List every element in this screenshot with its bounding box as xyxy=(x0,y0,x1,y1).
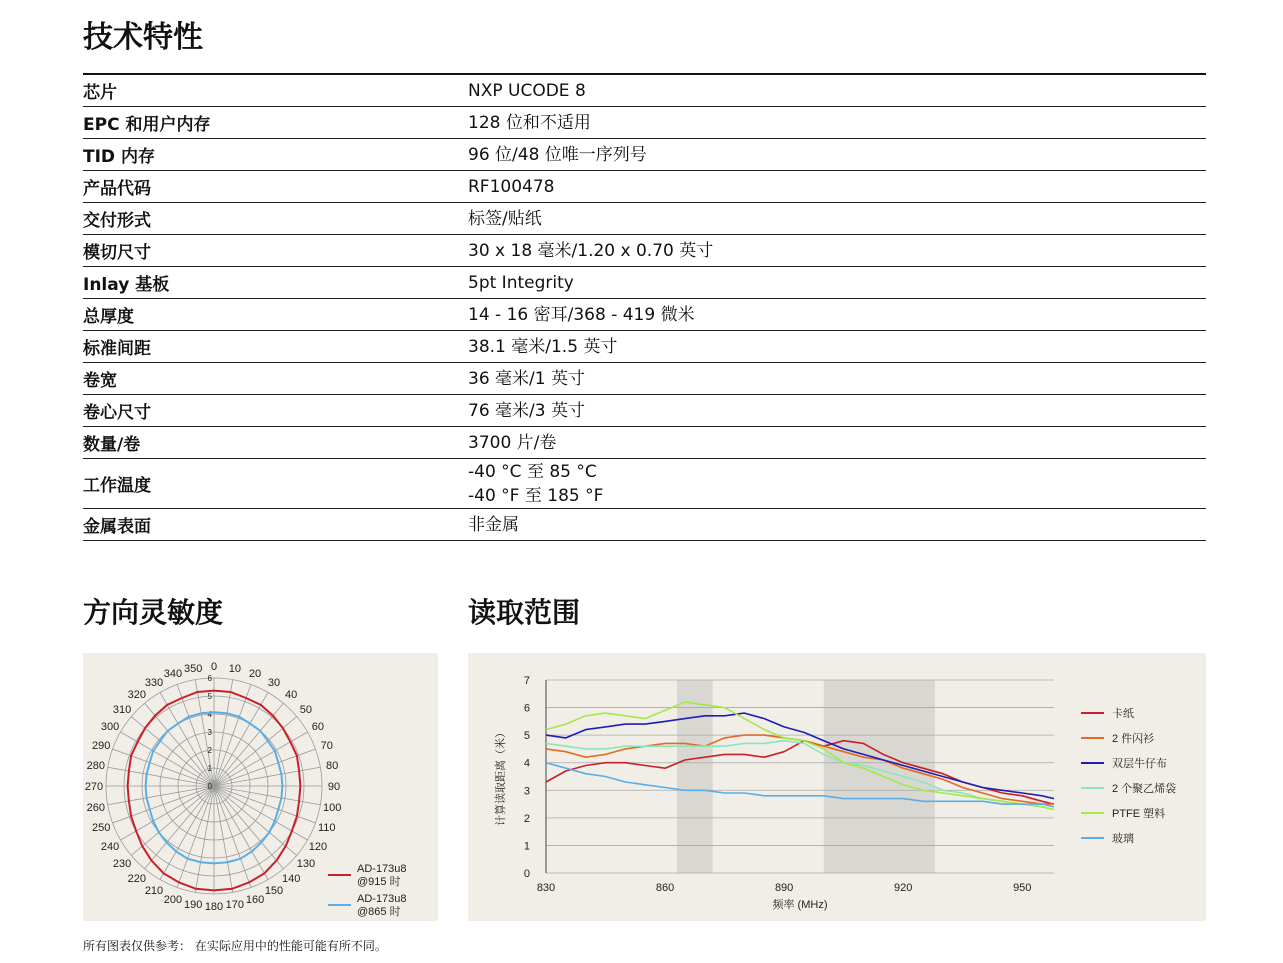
spec-row xyxy=(83,235,1206,267)
spec-value xyxy=(468,460,1206,508)
polar-angle-label: 310 xyxy=(112,703,132,716)
legend-sublabel: @865 时 xyxy=(357,906,401,918)
polar-angle-label: 270 xyxy=(84,781,104,793)
x-axis-title: 频率 (MHz) xyxy=(772,899,828,911)
legend-label: 双层牛仔布 xyxy=(1112,758,1167,770)
spec-value: NXP UCODE 8 xyxy=(468,80,586,101)
polar-angle-label: 350 xyxy=(183,662,203,675)
polar-angle-label: 0 xyxy=(210,661,218,673)
y-tick-label: 1 xyxy=(523,840,530,853)
spec-key: 数量/卷 xyxy=(83,435,141,455)
polar-radial-label: 4 xyxy=(207,710,212,719)
polar-angle-label: 70 xyxy=(320,739,333,752)
polar-angle-label: 170 xyxy=(225,899,245,912)
legend-label: PTFE 塑料 xyxy=(1112,808,1166,820)
spec-value: 128 位和不适用 xyxy=(468,112,591,133)
shaded-band xyxy=(824,680,935,873)
polar-angle-label: 230 xyxy=(112,858,132,871)
read-range-chart xyxy=(468,653,1206,921)
polar-angle-label: 80 xyxy=(326,760,339,773)
legend-sublabel: @915 时 xyxy=(357,876,401,888)
polar-angle-label: 190 xyxy=(183,899,203,912)
spec-key: 工作温度 xyxy=(83,476,151,496)
spec-key: 产品代码 xyxy=(83,179,151,199)
spec-row xyxy=(83,171,1206,203)
y-tick-label: 4 xyxy=(523,757,530,770)
spec-row xyxy=(83,107,1206,139)
spec-value: 96 位/48 位唯一序列号 xyxy=(468,144,647,165)
polar-angle-label: 60 xyxy=(311,721,325,733)
spec-value: 36 毫米/1 英寸 xyxy=(468,368,585,389)
polar-angle-label: 140 xyxy=(281,872,301,885)
polar-angle-label: 100 xyxy=(322,801,342,814)
spec-row xyxy=(83,509,1206,541)
spec-key: 标准间距 xyxy=(83,339,151,359)
y-tick-label: 6 xyxy=(523,702,530,715)
polar-angle-label: 50 xyxy=(299,703,313,716)
polar-angle-label: 320 xyxy=(127,689,147,702)
spec-row xyxy=(83,299,1206,331)
polar-angle-label: 220 xyxy=(127,872,147,885)
spec-row xyxy=(83,203,1206,235)
spec-value-line: -40 °C 至 85 °C xyxy=(468,461,597,482)
polar-angle-label: 160 xyxy=(245,893,265,906)
x-tick-label: 830 xyxy=(536,882,556,894)
series-line xyxy=(546,713,1054,799)
spec-key: Inlay 基板 xyxy=(83,275,170,295)
polar-angle-label: 300 xyxy=(100,721,120,733)
polar-angle-label: 40 xyxy=(285,689,298,702)
spec-key: TID 内存 xyxy=(83,147,155,167)
spec-key: 金属表面 xyxy=(83,517,151,537)
polar-chart-panel xyxy=(83,653,438,921)
series-line xyxy=(546,735,1054,804)
polar-angle-label: 90 xyxy=(327,781,341,793)
polar-radial-label: 2 xyxy=(207,746,212,755)
polar-angle-label: 260 xyxy=(86,801,106,814)
spec-value: 非金属 xyxy=(468,514,519,535)
spec-row xyxy=(83,395,1206,427)
spec-value: 5pt Integrity xyxy=(468,272,574,293)
legend-label: 2 件闪衫 xyxy=(1112,733,1155,745)
x-tick-label: 950 xyxy=(1013,882,1032,894)
y-tick-label: 7 xyxy=(523,675,530,687)
polar-angle-label: 250 xyxy=(92,822,111,835)
legend-label: AD-173u8 xyxy=(357,863,407,875)
page-title: 技术特性 xyxy=(83,20,203,55)
shaded-band xyxy=(677,680,713,873)
spec-value: 标签/贴纸 xyxy=(468,208,542,229)
y-axis-title: 计算读取距离（米） xyxy=(495,727,507,826)
spec-row xyxy=(83,267,1206,299)
x-tick-label: 860 xyxy=(655,882,675,894)
section-title-directional: 方向灵敏度 xyxy=(83,596,224,629)
spec-key: 总厚度 xyxy=(83,307,134,327)
spec-value: 38.1 毫米/1.5 英寸 xyxy=(468,336,618,357)
x-tick-label: 890 xyxy=(774,882,794,894)
legend-label: 玻璃 xyxy=(1112,833,1134,845)
spec-row xyxy=(83,363,1206,395)
spec-value: 30 x 18 毫米/1.20 x 0.70 英寸 xyxy=(468,240,714,261)
y-tick-label: 0 xyxy=(523,868,530,880)
legend-label: AD-173u8 xyxy=(357,893,407,905)
polar-chart xyxy=(83,653,438,921)
polar-angle-label: 180 xyxy=(204,901,224,913)
legend-label: 卡纸 xyxy=(1112,708,1134,720)
polar-angle-label: 210 xyxy=(144,884,164,897)
spec-row xyxy=(83,427,1206,459)
polar-radial-label: 5 xyxy=(207,692,212,701)
spec-row xyxy=(83,139,1206,171)
polar-radial-label: 1 xyxy=(207,764,212,773)
spec-value-line: -40 °F 至 185 °F xyxy=(468,485,604,506)
footnote: 所有图表仅供参考： 在实际应用中的性能可能有所不同。 xyxy=(83,939,387,953)
spec-value: RF100478 xyxy=(468,176,555,197)
section-title-read-range: 读取范围 xyxy=(468,596,581,629)
polar-angle-label: 330 xyxy=(144,677,164,690)
polar-angle-label: 340 xyxy=(163,668,183,681)
y-tick-label: 3 xyxy=(523,785,530,798)
polar-angle-label: 130 xyxy=(296,858,316,871)
series-line xyxy=(546,702,1054,810)
spec-row xyxy=(83,331,1206,363)
series-line xyxy=(546,741,1054,810)
polar-angle-label: 10 xyxy=(228,662,241,675)
spec-value: 14 - 16 密耳/368 - 419 微米 xyxy=(468,304,695,325)
spec-key: 芯片 xyxy=(83,83,117,103)
spec-key: 卷心尺寸 xyxy=(83,403,151,423)
polar-angle-label: 200 xyxy=(163,893,183,906)
polar-angle-label: 20 xyxy=(248,668,262,681)
x-tick-label: 920 xyxy=(894,882,913,894)
spec-value: 3700 片/卷 xyxy=(468,432,557,453)
line-chart-panel xyxy=(468,653,1206,921)
polar-angle-label: 240 xyxy=(100,841,120,853)
spec-key: 模切尺寸 xyxy=(83,243,151,263)
spec-row xyxy=(83,459,1206,509)
spec-key: EPC 和用户内存 xyxy=(83,115,211,135)
polar-radial-label: 6 xyxy=(207,674,212,683)
polar-angle-label: 30 xyxy=(267,677,281,690)
series-line xyxy=(546,763,1054,807)
spec-row xyxy=(83,75,1206,107)
polar-angle-label: 150 xyxy=(264,884,284,897)
polar-angle-label: 120 xyxy=(308,841,328,853)
legend-label: 2 个聚乙烯袋 xyxy=(1112,783,1177,795)
spec-key: 交付形式 xyxy=(83,211,151,231)
polar-angle-label: 110 xyxy=(317,822,336,835)
spec-table xyxy=(83,73,1206,541)
spec-value: 76 毫米/3 英寸 xyxy=(468,400,585,421)
polar-radial-label: 3 xyxy=(207,728,212,737)
spec-key: 卷宽 xyxy=(83,371,117,391)
y-tick-label: 2 xyxy=(523,812,530,825)
polar-angle-label: 290 xyxy=(92,739,111,752)
y-tick-label: 5 xyxy=(523,730,530,743)
polar-radial-label: 0 xyxy=(207,782,212,791)
polar-angle-label: 280 xyxy=(86,760,106,773)
